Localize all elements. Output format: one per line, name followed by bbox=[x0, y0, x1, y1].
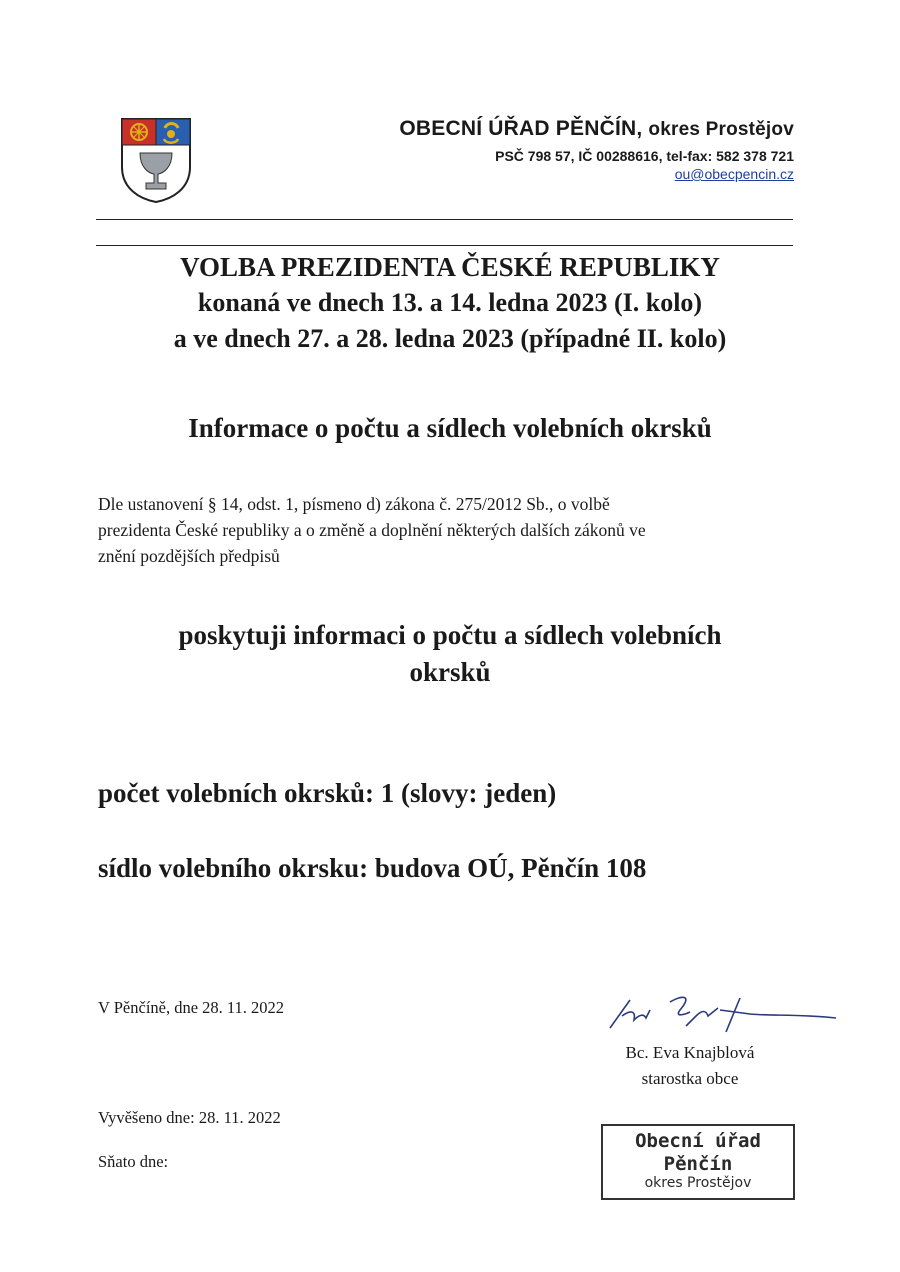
legal-basis-line: prezidenta České republiky a o změně a doplnění některých dalších zákonů ve bbox=[98, 520, 646, 540]
legal-basis-line: znění pozdějších předpisů bbox=[98, 546, 280, 566]
legal-basis-paragraph bbox=[98, 491, 818, 569]
signer-block bbox=[560, 1040, 820, 1092]
office-district: okres Prostějov bbox=[648, 119, 794, 140]
stamp-line-2: Pěnčín bbox=[663, 1153, 733, 1175]
document-subtitle: Informace o počtu a sídlech volebních okrsků bbox=[188, 413, 712, 443]
statement-line-2: okrsků bbox=[409, 657, 491, 687]
stamp-line-3: okres Prostějov bbox=[644, 1175, 752, 1191]
document-title: VOLBA PREZIDENTA ČESKÉ REPUBLIKY bbox=[180, 252, 720, 282]
handwritten-signature bbox=[600, 980, 840, 1040]
header-divider-bottom bbox=[96, 245, 793, 246]
statement-line-1: poskytuji informaci o počtu a sídlech volebních bbox=[178, 620, 722, 650]
place-and-date: V Pěnčíně, dne 28. 11. 2022 bbox=[98, 998, 285, 1017]
municipal-crest-icon bbox=[120, 117, 192, 203]
header-divider-top bbox=[96, 219, 793, 220]
legal-basis-line: Dle ustanovení § 14, odst. 1, písmeno d) zákona č. 275/2012 Sb., o volbě bbox=[98, 494, 610, 514]
posted-date: Vyvěšeno dne: 28. 11. 2022 bbox=[98, 1108, 281, 1127]
removed-date: Sňato dne: bbox=[98, 1152, 169, 1171]
signer-role: starostka obce bbox=[641, 1069, 739, 1088]
office-name: OBECNÍ ÚŘAD PĚNČÍN, bbox=[399, 117, 643, 140]
district-count: počet volebních okrsků: 1 (slovy: jeden) bbox=[98, 778, 557, 808]
election-dates-round-2: a ve dnech 27. a 28. ledna 2023 (případné II. kolo) bbox=[173, 324, 727, 353]
office-stamp bbox=[601, 1124, 795, 1200]
office-email-link[interactable]: ou@obecpencin.cz bbox=[674, 166, 794, 182]
office-header-title bbox=[270, 117, 794, 141]
office-contact-line: PSČ 798 57, IČ 00288616, tel-fax: 582 378 721 bbox=[495, 148, 794, 164]
district-seat: sídlo volebního okrsku: budova OÚ, Pěnčín 108 bbox=[98, 853, 647, 883]
election-dates-round-1: konaná ve dnech 13. a 14. ledna 2023 (I. kolo) bbox=[197, 288, 703, 317]
signer-name: Bc. Eva Knajblová bbox=[625, 1043, 755, 1062]
stamp-line-1: Obecní úřad bbox=[635, 1130, 761, 1152]
